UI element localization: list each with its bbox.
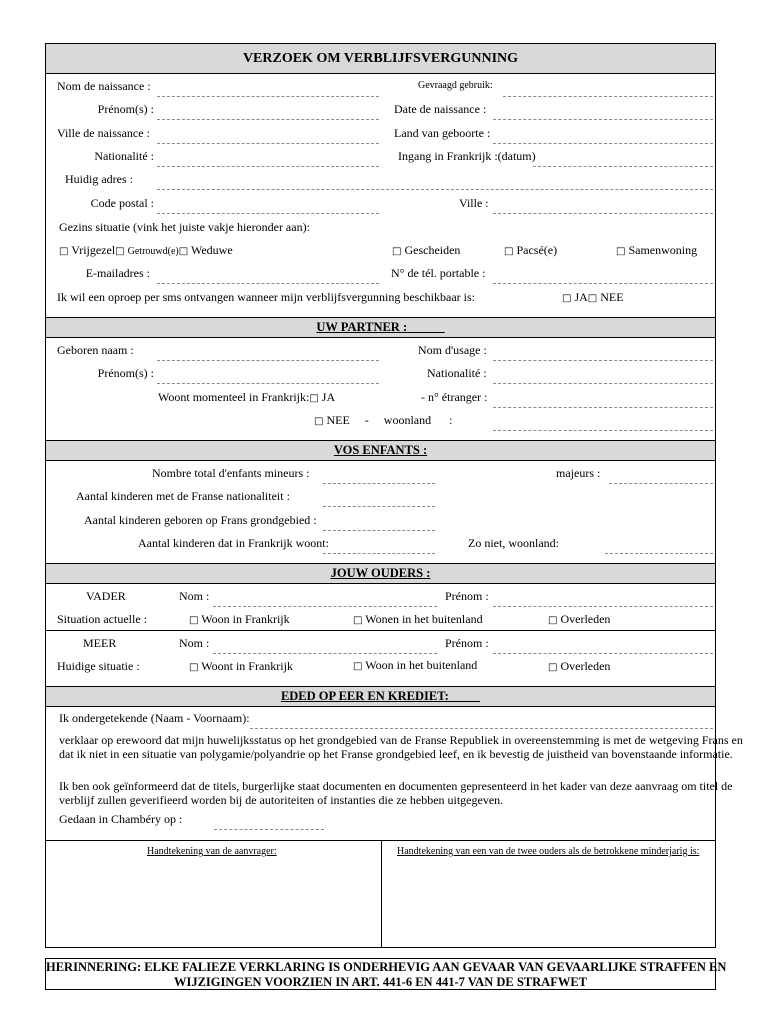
huidig-adres-label: Huidig adres : xyxy=(65,172,133,186)
date-naissance-field[interactable] xyxy=(493,119,713,120)
etranger-label: - n° étranger : xyxy=(421,390,488,404)
opt-weduwe: Weduwe xyxy=(190,243,233,257)
nationalite-label: Nationalité : xyxy=(94,149,154,163)
ville-label: Ville : xyxy=(459,196,489,210)
ville-field[interactable] xyxy=(493,213,713,214)
gevraagd-gebruik-field[interactable] xyxy=(503,96,713,97)
checkbox-icon[interactable]: □ xyxy=(548,615,558,626)
oath-header: EDED OP EER EN KREDIET: xyxy=(45,686,716,707)
sig-ouder-label: Handtekening van een van de twee ouders als de betrokkene minderjarig is: xyxy=(397,846,700,857)
dash-separator: - xyxy=(364,413,369,427)
ingang-field[interactable] xyxy=(533,166,713,167)
zo-niet-field[interactable] xyxy=(605,553,713,554)
nom-naissance-field[interactable] xyxy=(157,96,379,97)
sms-options xyxy=(562,291,624,304)
code-postal-field[interactable] xyxy=(157,213,379,214)
gedaan-label: Gedaan in Chambéry op : xyxy=(59,812,183,826)
footer-line-1: HERINNERING: ELKE FALIEZE VERKLARING IS ONDERHEVIG AAN GEVAAR VAN GEVAARLIJKE STRAFFEN EN xyxy=(46,960,727,974)
ville-naissance-label: Ville de naissance : xyxy=(57,126,150,140)
gevraagd-gebruik-label: Gevraagd gebruik: xyxy=(418,80,493,91)
sms-nee: NEE xyxy=(600,290,624,304)
vader-opt1: Woon in Frankrijk xyxy=(201,612,290,626)
fr-born-label: Aantal kinderen geboren op Frans grondgebied : xyxy=(84,513,317,527)
footer-line-2: WIJZIGINGEN VOORZIEN IN ART. 441-6 EN 441-7 VAN DE STRAFWET xyxy=(173,975,588,989)
total-children-label: Nombre total d'enfants mineurs : xyxy=(152,466,310,480)
vader-nom-field[interactable] xyxy=(213,606,437,607)
divider xyxy=(45,630,716,631)
opt-pacse: Pacsé(e) xyxy=(516,243,558,257)
email-field[interactable] xyxy=(157,283,379,284)
oath-paragraph-1: verklaar op erewoord dat mijn huwelijksstatus op het grondgebied van de Franse Republiek in overeenstemming is met de wetgeving Frans en dat ik niet in een situatie van polygamie/polyandrie op het Franse grondgebied leef, en ik bevestig de juistheid van bovenstaande informatie. xyxy=(59,733,743,761)
woont-ja: JA xyxy=(321,390,336,404)
opt-samenwoning-group[interactable] xyxy=(616,244,697,257)
woont-nee: NEE xyxy=(326,413,350,427)
tel-field[interactable] xyxy=(493,283,713,284)
partner-nationalite-label: Nationalité : xyxy=(427,366,487,380)
meer-opt1: Woont in Frankrijk xyxy=(201,659,293,673)
vader-prenom-field[interactable] xyxy=(493,606,713,607)
code-postal-label: Code postal : xyxy=(90,196,154,210)
checkbox-icon[interactable]: □ xyxy=(353,615,363,626)
email-label: E-mailadres : xyxy=(85,266,150,280)
ondergetekende-label: Ik ondergetekende (Naam - Voornaam): xyxy=(59,711,250,725)
woont-label: Woont momenteel in Frankrijk: xyxy=(158,390,310,404)
meer-nom-field[interactable] xyxy=(213,653,437,654)
in-fr-field[interactable] xyxy=(323,553,435,554)
geboren-naam-label: Geboren naam : xyxy=(57,343,134,357)
checkbox-icon[interactable]: □ xyxy=(548,662,558,673)
woont-group xyxy=(158,391,335,404)
prenoms-field[interactable] xyxy=(157,119,379,120)
woont-nee-group xyxy=(314,414,452,427)
opt-vrijgezel: Vrijgezel xyxy=(71,243,116,257)
etranger-field[interactable] xyxy=(493,407,713,408)
checkbox-icon[interactable]: □ xyxy=(309,393,319,404)
checkbox-icon[interactable]: □ xyxy=(587,293,598,304)
zo-niet-label: Zo niet, woonland: xyxy=(468,536,559,550)
partner-nationalite-field[interactable] xyxy=(493,383,713,384)
meer-opt2-group[interactable] xyxy=(353,659,477,672)
sig-aanvrager-box[interactable] xyxy=(46,860,380,947)
opt-pacse-group[interactable] xyxy=(504,244,557,257)
sig-ouder-box[interactable] xyxy=(382,860,715,947)
partner-header: UW PARTNER : xyxy=(45,317,716,338)
opt-gescheiden: Gescheiden xyxy=(404,243,461,257)
form-title: VERZOEK OM VERBLIJFSVERGUNNING xyxy=(45,43,716,74)
vader-situation-label: Situation actuelle : xyxy=(57,612,147,626)
opt-samenwoning: Samenwoning xyxy=(628,243,698,257)
huidig-adres-field[interactable] xyxy=(157,189,713,190)
geboren-naam-field[interactable] xyxy=(157,360,379,361)
majeurs-field[interactable] xyxy=(609,483,713,484)
date-naissance-label: Date de naissance : xyxy=(394,102,487,116)
nom-usage-label: Nom d'usage : xyxy=(418,343,487,357)
land-geboorte-label: Land van geboorte : xyxy=(394,126,491,140)
oath-paragraph-2: Ik ben ook geïnformeerd dat de titels, burgerlijke staat documenten en documenten gepresenteerd in het kader van deze aanvraag om titel de verblijf zullen geverifieerd worden bij de autoriteiten of instanties die ze hebben uitgegeven. xyxy=(59,779,733,807)
checkbox-icon[interactable]: □ xyxy=(189,615,199,626)
woonland-colon: : xyxy=(449,413,453,427)
tel-label: N° de tél. portable : xyxy=(391,266,486,280)
vader-opt3: Overleden xyxy=(560,612,611,626)
opt-gescheiden-group[interactable] xyxy=(392,244,460,257)
opt-getrouwd: Getrouwd(e) xyxy=(127,246,179,257)
vader-opt3-group[interactable] xyxy=(548,613,610,626)
vader-nom-label: Nom : xyxy=(179,589,210,603)
prenoms-label: Prénom(s) : xyxy=(97,102,154,116)
nom-naissance-label: Nom de naissance : xyxy=(57,79,151,93)
footer-warning xyxy=(45,958,727,990)
ingang-label: Ingang in Frankrijk :(datum) xyxy=(398,149,536,163)
woonland-field[interactable] xyxy=(493,430,713,431)
partner-prenoms-label: Prénom(s) : xyxy=(97,366,154,380)
fr-nat-label: Aantal kinderen met de Franse nationaliteit : xyxy=(76,489,290,503)
sig-aanvrager-label: Handtekening van de aanvrager: xyxy=(147,846,277,857)
gezins-situatie-label: Gezins situatie (vink het juiste vakje hieronder aan): xyxy=(59,220,310,234)
marital-options-left xyxy=(59,244,233,257)
meer-opt1-group[interactable] xyxy=(189,660,293,673)
checkbox-icon[interactable]: □ xyxy=(504,246,514,257)
meer-nom-label: Nom : xyxy=(179,636,210,650)
sms-ja: JA xyxy=(574,290,588,304)
vader-opt1-group[interactable] xyxy=(189,613,290,626)
meer-opt2: Woon in het buitenland xyxy=(365,658,478,672)
gedaan-field[interactable] xyxy=(214,829,324,830)
majeurs-label: majeurs : xyxy=(556,466,601,480)
fr-born-field[interactable] xyxy=(323,530,435,531)
woonland-label: woonland xyxy=(383,413,432,427)
checkbox-icon[interactable]: □ xyxy=(353,661,363,672)
meer-prenom-field[interactable] xyxy=(493,653,713,654)
in-fr-label: Aantal kinderen dat in Frankrijk woont: xyxy=(138,536,329,550)
vader-opt2: Wonen in het buitenland xyxy=(365,612,483,626)
nationalite-field[interactable] xyxy=(157,166,379,167)
total-children-field[interactable] xyxy=(323,483,435,484)
partner-prenoms-field[interactable] xyxy=(157,383,379,384)
checkbox-icon[interactable]: □ xyxy=(178,246,189,257)
checkbox-icon[interactable]: □ xyxy=(616,246,626,257)
ondergetekende-field[interactable] xyxy=(250,728,713,729)
meer-opt3: Overleden xyxy=(560,659,611,673)
parents-header: JOUW OUDERS : xyxy=(45,563,716,584)
vader-label: VADER xyxy=(86,589,126,603)
checkbox-icon[interactable]: □ xyxy=(314,416,324,427)
checkbox-icon[interactable]: □ xyxy=(189,662,199,673)
vader-prenom-label: Prénom : xyxy=(445,589,489,603)
checkbox-icon[interactable]: □ xyxy=(115,246,125,257)
meer-opt3-group[interactable] xyxy=(548,660,610,673)
vader-opt2-group[interactable] xyxy=(353,613,483,626)
checkbox-icon[interactable]: □ xyxy=(59,246,69,257)
nom-usage-field[interactable] xyxy=(493,360,713,361)
sms-label: Ik wil een oproep per sms ontvangen wanneer mijn verblijfsvergunning beschikbaar is: xyxy=(57,290,476,304)
meer-situation-label: Huidige situatie : xyxy=(57,659,140,673)
fr-nat-field[interactable] xyxy=(323,506,435,507)
meer-label: MEER xyxy=(83,636,117,650)
meer-prenom-label: Prénom : xyxy=(445,636,489,650)
ville-naissance-field[interactable] xyxy=(157,143,379,144)
checkbox-icon[interactable]: □ xyxy=(392,246,402,257)
checkbox-icon[interactable]: □ xyxy=(562,293,572,304)
children-header: VOS ENFANTS : xyxy=(45,440,716,461)
land-geboorte-field[interactable] xyxy=(493,143,713,144)
